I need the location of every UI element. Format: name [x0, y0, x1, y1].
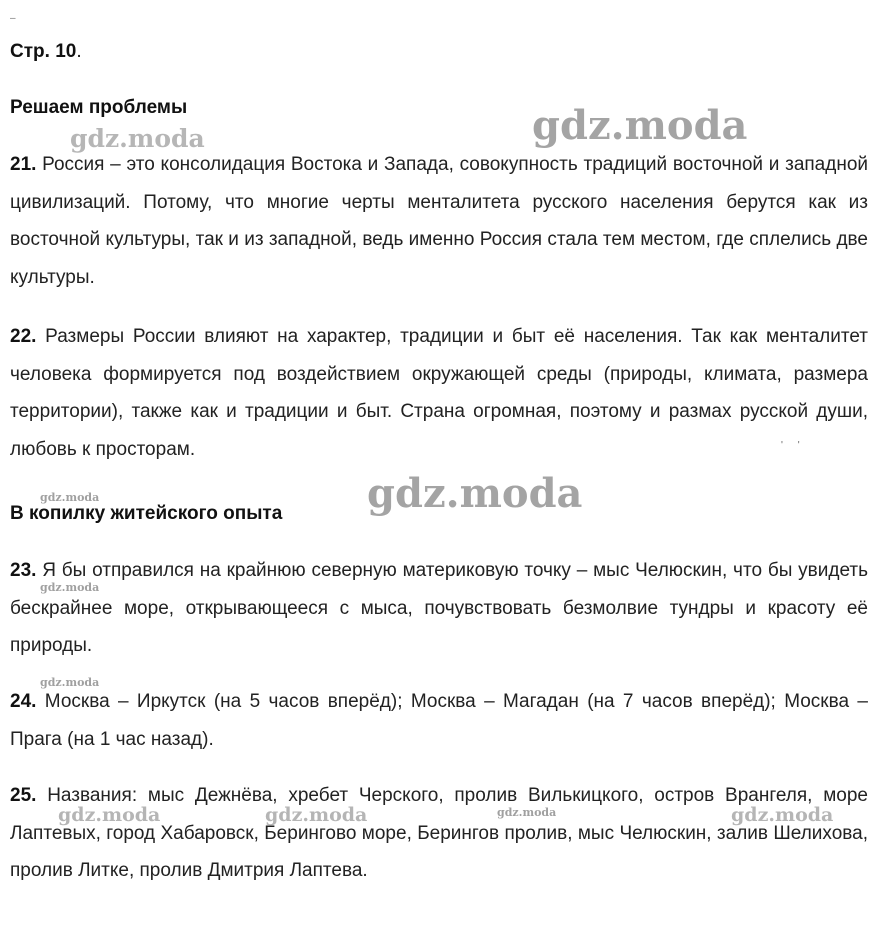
answer-number: 21. — [10, 154, 37, 175]
answer-text: Названия: мыс Дежнёва, хребет Черского, пролив Вилькицкого, остров Врангеля, море Лаптевых, город Хабаровск, Берингово море, Берингов пролив, мыс Челюскин, залив Шелихова, пролив Литке, пролив Дмитрия Лаптева. — [10, 785, 868, 882]
answer-text: Москва – Иркутск (на 5 часов вперёд); Москва – Магадан (на 7 часов вперёд); Москва – Прага (на 1 час назад). — [10, 691, 868, 750]
watermark-logo: gdz.moda — [58, 804, 161, 826]
answer-24 — [10, 683, 868, 758]
watermark-logo: gdz.moda — [265, 804, 368, 826]
stray-tick-marks: ' ' — [781, 440, 806, 451]
answer-23 — [10, 552, 868, 665]
top-dash-mark: – — [10, 13, 16, 24]
watermark-logo: gdz.moda — [70, 124, 205, 153]
watermark-logo: gdz.moda — [40, 581, 100, 594]
watermark-logo: gdz.moda — [40, 676, 100, 689]
section-heading-experience: В копилку житейского опыта — [10, 503, 283, 524]
watermark-logo: gdz.moda — [40, 491, 100, 504]
watermark-logo: gdz.moda — [731, 804, 834, 826]
answer-text: Я бы отправился на крайнюю северную материковую точку – мыс Челюскин, что бы увидеть бескрайнее море, открывающееся с мыса, почувствовать безмолвие тундры и красоту её природы. — [10, 560, 868, 657]
answer-number: 24. — [10, 691, 37, 712]
page-reference-dot: . — [76, 41, 82, 62]
page-reference-label: Стр. 10 — [10, 41, 77, 62]
answer-21 — [10, 146, 868, 297]
section-heading-problems: Решаем проблемы — [10, 97, 188, 118]
answer-number: 23. — [10, 560, 37, 581]
answer-text: Размеры России влияют на характер, традиции и быт её населения. Так как менталитет человека формируется под воздействием окружающей среды (природы, климата, размера территории), также как и традиции и быт. Страна огромная, поэтому и размах русской души, любовь к просторам. — [10, 326, 868, 461]
page-reference — [10, 41, 82, 63]
answer-text: Россия – это консолидация Востока и Запада, совокупность традиций восточной и западной цивилизаций. Потому, что многие черты менталитета русского населения берутся как из восточной культуры, так и из западной, ведь именно Россия стала тем местом, где сплелись две культуры. — [10, 154, 868, 289]
watermark-logo: gdz.moda — [532, 102, 748, 149]
answer-25 — [10, 777, 868, 890]
watermark-logo: gdz.moda — [497, 806, 557, 819]
answer-number: 22. — [10, 326, 37, 347]
answer-22 — [10, 318, 868, 469]
watermark-logo: gdz.moda — [367, 470, 583, 517]
answer-number: 25. — [10, 785, 37, 806]
